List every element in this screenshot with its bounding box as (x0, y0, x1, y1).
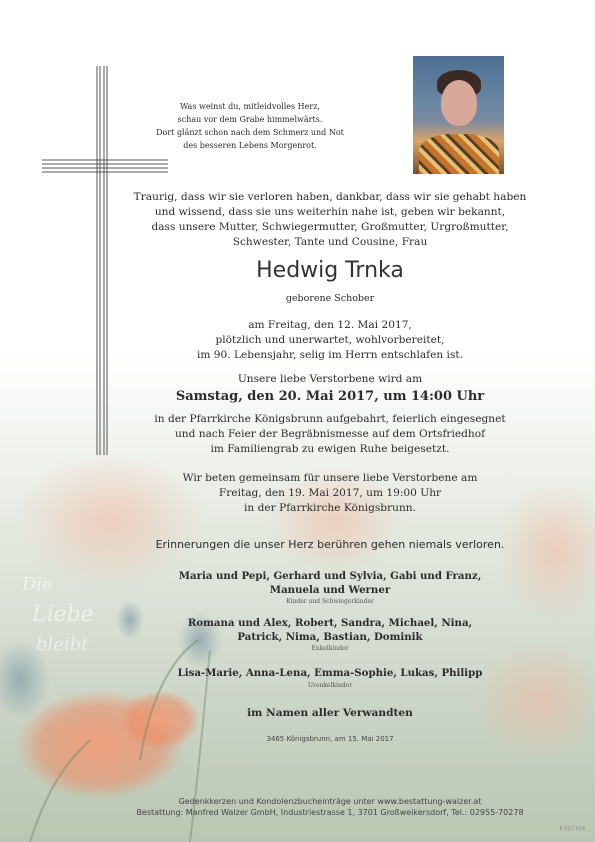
deceased-name: Hedwig Trnka (256, 258, 404, 283)
portrait-dress (419, 134, 499, 174)
mourner-relation: Kinder und Schwiegerkinder (286, 598, 374, 605)
maiden-name: geborene Schober (285, 293, 375, 304)
script-word: bleibt (36, 634, 89, 655)
document-code: 6 017 014 (559, 826, 585, 832)
mourner-names: Manuela und Werner (269, 583, 391, 596)
place-date: 3465 Königsbrunn, am 15. Mai 2017 (266, 735, 394, 743)
footer-line: Gedenkkerzen und Kondolenzbucheinträge unter www.bestattung-walzer.at (178, 797, 482, 806)
death-line: am Freitag, den 12. Mai 2017, (248, 319, 412, 331)
funeral-line: in der Pfarrkirche Königsbrunn aufgebahrt, feierlich eingesegnet (154, 413, 506, 425)
mourner-names: Maria und Pepi, Gerhard und Sylvia, Gabi und Franz, (178, 570, 482, 582)
script-word: Die (22, 574, 53, 595)
verse-line: Dort glänzt schon nach dem Schmerz und Not (156, 128, 344, 137)
funeral-announce: Unsere liebe Verstorbene wird am (237, 373, 423, 385)
verse-line: schau vor dem Grabe himmelwärts. (177, 115, 323, 124)
intro-text (120, 190, 540, 250)
mourner-group-children (120, 570, 540, 605)
funeral-details (120, 412, 540, 457)
intro-line: Schwester, Tante und Cousine, Frau (232, 236, 428, 248)
portrait-face (441, 80, 477, 126)
footer-line: Bestattung: Manfred Walzer GmbH, Industriestrasse 1, 3701 Großweikersdorf, Tel.: 02955-70278 (136, 808, 524, 817)
mass-details (120, 471, 540, 516)
verse-line: des besseren Lebens Morgenrot. (183, 141, 317, 150)
mourner-group-grandchildren (120, 617, 540, 652)
mass-line: Wir beten gemeinsam für unsere liebe Verstorbene am (182, 472, 478, 484)
memorial-quote: Erinnerungen die unser Herz berühren gehen niemals verloren. (155, 538, 505, 551)
death-line: plötzlich und unerwartet, wohlvorbereitet, (215, 334, 445, 346)
verse-line: Was weinst du, mitleidvolles Herz, (180, 102, 320, 111)
mourner-names: Romana und Alex, Robert, Sandra, Michael, Nina, (187, 617, 473, 629)
mourner-group-great-grandchildren (120, 667, 540, 689)
verse (150, 100, 350, 152)
mourner-names: Lisa-Marie, Anna-Lena, Emma-Sophie, Lukas, Philipp (177, 667, 483, 679)
mass-line: in der Pfarrkirche Königsbrunn. (244, 502, 416, 514)
mass-line: Freitag, den 19. Mai 2017, um 19:00 Uhr (218, 487, 442, 499)
portrait-photo (413, 56, 504, 174)
funeral-date: Samstag, den 20. Mai 2017, um 14:00 Uhr (175, 389, 485, 404)
death-details (120, 318, 540, 363)
mourner-names: Patrick, Nima, Bastian, Dominik (237, 630, 423, 643)
intro-line: und wissend, dass sie uns weiterhin nahe ist, geben wir bekannt, (154, 206, 506, 218)
script-word: Liebe (32, 602, 94, 627)
death-line: im 90. Lebensjahr, selig im Herrn entschlafen ist. (196, 349, 464, 361)
closing-line: im Namen aller Verwandten (247, 707, 413, 719)
mourner-relation: Enkelkinder (311, 645, 349, 652)
funeral-line: im Familiengrab zu ewigen Ruhe beigesetzt. (210, 443, 450, 455)
footer (100, 796, 560, 818)
intro-line: dass unsere Mutter, Schwiegermutter, Großmutter, Urgroßmutter, (151, 221, 509, 233)
intro-line: Traurig, dass wir sie verloren haben, dankbar, dass wir sie gehabt haben (133, 191, 527, 203)
funeral-line: und nach Feier der Begräbnismesse auf dem Ortsfriedhof (174, 428, 486, 440)
mourner-relation: Urenkelkinder (307, 681, 353, 689)
